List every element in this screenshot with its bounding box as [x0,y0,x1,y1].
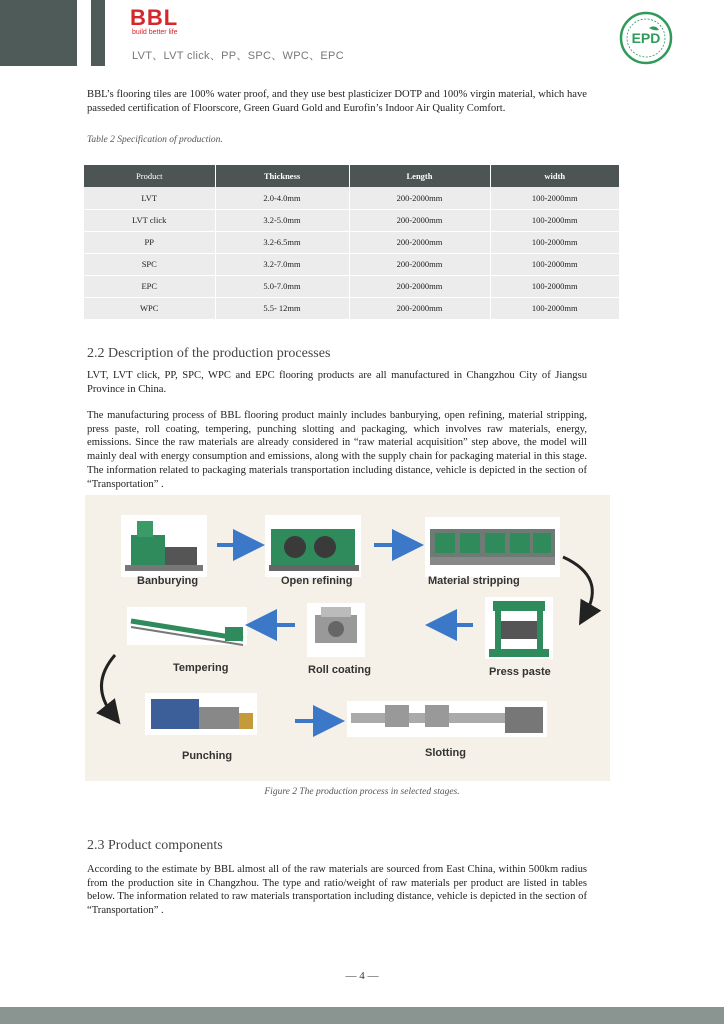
section-2-2-paragraph-1: LVT, LVT click, PP, SPC, WPC and EPC flooring products are all manufactured in Changzhou City of Jiangsu Province in China. [87,370,587,395]
header-length: Length [349,165,490,187]
cell-product: LVT [84,187,215,209]
stage-label-banburying: Banburying [137,575,199,587]
roll-coating-machine-icon [307,603,365,657]
cell-length: 200-2000mm [349,209,490,231]
section-2-2-paragraph-2: The manufacturing process of BBL flooring product mainly includes banburying, open refining, material stripping, press paste, roll coating, tempering, punching slotting and packaging, which involves raw materials, energy, emissions. Since the raw materials are already considered in “raw material acquisition” step above, the model will mainly deal with energy consumption and emissions, along with the supply chain for packaging material in this stage. The information related to packaging materials transportation including distance, vehicle is depicted in the section of “Transportation” . [87,410,587,490]
section-2-3-paragraph: According to the estimate by BBL almost all of the raw materials are sourced from East China, within 500km radius from the production site in Changzhou. The type and ratio/weight of raw materials per product are listed in tables below. The information related to raw materials transportation including distance, vehicle is depicted in the section of “Transportation” . [87,864,587,917]
slotting-line-icon [347,701,547,737]
open-refining-machine-icon [265,515,361,577]
stage-label-material-stripping: Material stripping [428,575,520,587]
cell-width: 100-2000mm [490,187,619,209]
epd-badge-icon [619,11,673,65]
header-bar [91,0,105,66]
cell-product: LVT click [84,209,215,231]
table-row [84,187,619,209]
material-stripping-machine-icon [425,517,560,577]
cell-thickness: 3.2-7.0mm [215,253,349,275]
stage-label-punching: Punching [182,750,233,762]
cell-thickness: 2.0-4.0mm [215,187,349,209]
cell-length: 200-2000mm [349,231,490,253]
punching-machine-icon [145,693,257,735]
banburying-machine-icon [121,515,207,577]
stage-label-tempering: Tempering [173,662,229,674]
header-subtitle: LVT、LVT click、PP、SPC、WPC、EPC [132,50,344,62]
cell-product: SPC [84,253,215,275]
header-product: Product [84,165,215,187]
logo-tagline: build better life [132,29,178,36]
cell-width: 100-2000mm [490,297,619,319]
cell-width: 100-2000mm [490,253,619,275]
cell-width: 100-2000mm [490,231,619,253]
table-caption: Table 2 Specification of production. [87,135,223,145]
header-block [0,0,77,66]
table-row [84,275,619,297]
cell-length: 200-2000mm [349,297,490,319]
tempering-line-icon [127,607,247,645]
cell-thickness: 5.0-7.0mm [215,275,349,297]
header-width: width [490,165,619,187]
table-row [84,231,619,253]
cell-thickness: 3.2-5.0mm [215,209,349,231]
stage-label-roll-coating: Roll coating [308,664,371,676]
epd-badge-text: EPD [631,30,661,46]
cell-width: 100-2000mm [490,209,619,231]
footer-bar [0,1007,724,1024]
header-thickness: Thickness [215,165,349,187]
press-paste-machine-icon [485,597,553,659]
section-heading-2-2: 2.2 Description of the production processes [87,346,331,361]
section-heading-2-3: 2.3 Product components [87,838,223,853]
table-row [84,253,619,275]
cell-length: 200-2000mm [349,187,490,209]
cell-product: WPC [84,297,215,319]
cell-length: 200-2000mm [349,275,490,297]
cell-product: PP [84,231,215,253]
curved-arrow-down-icon [563,557,592,615]
cell-thickness: 3.2-6.5mm [215,231,349,253]
production-process-figure [85,495,610,781]
stage-label-open-refining: Open refining [281,575,353,587]
table-row [84,209,619,231]
bbl-logo: BBL [130,5,179,30]
figure-caption: Figure 2 The production process in selected stages. [264,787,460,797]
process-illustration [85,495,610,781]
table-row [84,297,619,319]
intro-paragraph: BBL’s flooring tiles are 100% water proof, and they use best plasticizer DOTP and 100% virgin material, which have passeded certification of Floorscore, Green Guard Gold and Eurofin’s Indoor Air Quality Comfort. [87,89,587,114]
cell-width: 100-2000mm [490,275,619,297]
cell-length: 200-2000mm [349,253,490,275]
specification-table [84,165,619,320]
cell-thickness: 5.5- 12mm [215,297,349,319]
curved-arrow-down-icon [101,655,115,715]
table-header-row [84,165,619,187]
page-number: — 4 — [345,970,379,982]
cell-product: EPC [84,275,215,297]
stage-label-slotting: Slotting [425,747,466,759]
stage-label-press-paste: Press paste [489,666,551,678]
